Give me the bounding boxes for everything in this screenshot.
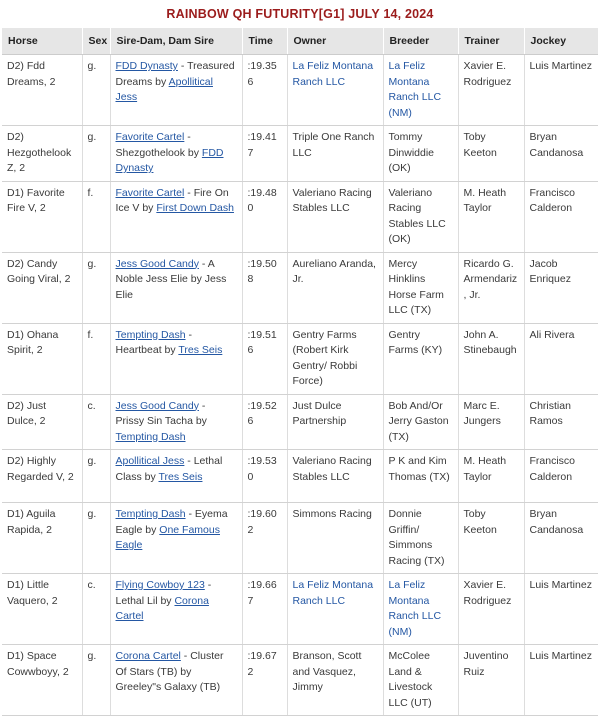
trainer-cell <box>458 645 524 716</box>
jockey-name: Luis Martinez <box>529 650 592 662</box>
time-value: :19.530 <box>247 455 277 483</box>
time-cell <box>242 394 287 450</box>
time-value: :19.672 <box>247 650 277 678</box>
time-cell <box>242 55 287 126</box>
jockey-cell <box>524 503 598 574</box>
jockey-name: Luis Martinez <box>529 579 592 591</box>
breeder-cell <box>383 503 458 574</box>
trainer-cell <box>458 503 524 574</box>
sex-cell <box>82 394 110 450</box>
trainer-name: M. Heath Taylor <box>463 186 507 214</box>
time-value: :19.480 <box>247 186 277 214</box>
trainer-name: Toby Keeton <box>463 131 497 159</box>
breeder-cell <box>383 394 458 450</box>
horse-name: D1) Favorite Fire V, 2 <box>7 186 65 214</box>
dam-text: - Eyema Eagle by <box>115 508 228 536</box>
sex-cell <box>82 574 110 645</box>
dam-text: - Treasured Dreams by <box>115 60 235 88</box>
breeder-link[interactable]: La Feliz Montana Ranch LLC (NM) <box>388 60 442 119</box>
sex-value: g. <box>87 60 97 72</box>
horse-name: D1) Little Vaquero, 2 <box>7 579 58 607</box>
page-title: RAINBOW QH FUTURITY[G1] JULY 14, 2024 <box>166 7 434 21</box>
horse-cell <box>2 323 82 394</box>
pedigree-cell <box>110 181 242 252</box>
time-cell <box>242 252 287 323</box>
sex-value: c. <box>87 399 96 412</box>
breeder-cell <box>383 574 458 645</box>
jockey-name: Ali Rivera <box>529 328 575 341</box>
owner-cell <box>287 503 383 574</box>
dam-text: - Heartbeat by <box>115 328 192 356</box>
breeder-cell <box>383 450 458 503</box>
breeder-name: Bob And/Or Jerry Gaston (TX) <box>388 399 449 443</box>
time-value: :19.508 <box>247 257 277 285</box>
sex-value: f. <box>87 186 94 199</box>
trainer-name: Ricardo G. Armendariz, Jr. <box>463 257 518 301</box>
time-value: :19.356 <box>247 60 277 88</box>
jockey-name: Francisco Calderon <box>529 455 576 483</box>
trainer-cell <box>458 126 524 182</box>
breeder-name: P K and Kim Thomas (TX) <box>388 455 450 483</box>
owner-cell <box>287 574 383 645</box>
sex-cell <box>82 55 110 126</box>
sire-link[interactable]: Apollitical Jess <box>115 455 185 467</box>
horse-name: D2) Hezgothelook Z, 2 <box>7 131 72 174</box>
sex-value: g. <box>87 455 97 467</box>
dam-text: - Prissy Sin Tacha by <box>115 399 207 427</box>
table-row <box>2 252 598 323</box>
jockey-name: Bryan Candanosa <box>529 131 584 159</box>
owner-name: Aureliano Aranda, Jr. <box>292 257 376 285</box>
horse-cell <box>2 394 82 450</box>
time-cell <box>242 450 287 503</box>
time-value: :19.602 <box>247 508 277 536</box>
trainer-name: M. Heath Taylor <box>463 455 507 483</box>
trainer-cell <box>458 252 524 323</box>
dam-sire-text: Greeley"s Galaxy (TB) <box>115 681 221 693</box>
breeder-cell <box>383 126 458 182</box>
sex-cell <box>82 252 110 323</box>
pedigree-cell <box>110 645 242 716</box>
sex-value: f. <box>87 328 94 341</box>
dam-text: - A Noble Jess Elie by <box>115 257 215 285</box>
sire-link[interactable]: Corona Cartel <box>115 650 181 662</box>
dam-sire-link[interactable]: Tres Seis <box>178 344 223 356</box>
jockey-name: Christian Ramos <box>529 399 571 427</box>
owner-name: Valeriano Racing Stables LLC <box>292 186 372 214</box>
jockey-name: Luis Martinez <box>529 60 592 72</box>
jockey-cell <box>524 450 598 503</box>
owner-name: Branson, Scott and Vasquez, Jimmy <box>292 650 362 693</box>
owner-link[interactable]: La Feliz Montana Ranch LLC <box>292 60 374 88</box>
sex-cell <box>82 181 110 252</box>
breeder-cell <box>383 323 458 394</box>
breeder-cell <box>383 55 458 126</box>
breeder-name: Gentry Farms (KY) <box>388 328 443 356</box>
sire-link[interactable]: Jess Good Candy <box>115 399 199 412</box>
table-row <box>2 503 598 574</box>
trainer-cell <box>458 181 524 252</box>
horse-cell <box>2 450 82 503</box>
sire-link[interactable]: Tempting Dash <box>115 508 186 520</box>
sex-cell <box>82 323 110 394</box>
owner-name: Just Dulce Partnership <box>292 399 347 427</box>
time-cell <box>242 574 287 645</box>
trainer-cell <box>458 55 524 126</box>
time-cell <box>242 503 287 574</box>
breeder-name: Tommy Dinwiddie (OK) <box>388 131 435 174</box>
pedigree-cell <box>110 55 242 126</box>
pedigree-cell <box>110 126 242 182</box>
pedigree-cell <box>110 503 242 574</box>
owner-cell <box>287 394 383 450</box>
table-row <box>2 55 598 126</box>
horse-cell <box>2 574 82 645</box>
table-row <box>2 323 598 394</box>
sex-value: g. <box>87 131 97 143</box>
table-row <box>2 645 598 716</box>
owner-name: Gentry Farms (Robert Kirk Gentry/ Robbi Force) <box>292 328 358 387</box>
sire-link[interactable]: FDD Dynasty <box>115 60 178 72</box>
header-time: Time <box>242 28 287 55</box>
breeder-name: Donnie Griffin/ Simmons Racing (TX) <box>388 508 445 567</box>
horse-cell <box>2 55 82 126</box>
breeder-cell <box>383 181 458 252</box>
jockey-cell <box>524 323 598 394</box>
breeder-cell <box>383 252 458 323</box>
time-value: :19.417 <box>247 131 277 159</box>
horse-name: D1) Ohana Spirit, 2 <box>7 328 59 356</box>
sex-value: g. <box>87 650 97 662</box>
dam-text: - Lethal Class by <box>115 455 223 483</box>
jockey-cell <box>524 574 598 645</box>
time-value: :19.667 <box>247 579 277 607</box>
horse-name: D2) Highly Regarded V, 2 <box>7 455 74 483</box>
owner-link[interactable]: La Feliz Montana Ranch LLC <box>292 579 374 607</box>
horse-cell <box>2 503 82 574</box>
dam-sire-link[interactable]: FDD Dynasty <box>115 146 224 174</box>
trainer-name: Toby Keeton <box>463 508 497 536</box>
table-row <box>2 394 598 450</box>
header-row <box>2 28 598 55</box>
owner-name: Valeriano Racing Stables LLC <box>292 455 372 483</box>
horse-name: D1) Space Cowwboyy, 2 <box>7 650 69 678</box>
time-cell <box>242 181 287 252</box>
jockey-cell <box>524 126 598 182</box>
owner-cell <box>287 645 383 716</box>
table-row <box>2 126 598 182</box>
breeder-link[interactable]: La Feliz Montana Ranch LLC (NM) <box>388 579 442 638</box>
owner-cell <box>287 323 383 394</box>
sex-cell <box>82 503 110 574</box>
jockey-cell <box>524 181 598 252</box>
pedigree-cell <box>110 450 242 503</box>
dam-sire-link[interactable]: Apollitical Jess <box>115 75 213 103</box>
breeder-cell <box>383 645 458 716</box>
jockey-name: Francisco Calderon <box>529 186 576 214</box>
owner-cell <box>287 126 383 182</box>
horse-name: D2) Just Dulce, 2 <box>7 399 47 427</box>
trainer-cell <box>458 323 524 394</box>
dam-text: - Cluster Of Stars (TB) by <box>115 650 224 678</box>
header-owner: Owner <box>287 28 383 55</box>
dam-sire-link[interactable]: First Down Dash <box>156 202 234 214</box>
sire-link[interactable]: Jess Good Candy <box>115 257 199 270</box>
table-row <box>2 450 598 503</box>
owner-cell <box>287 450 383 503</box>
jockey-cell <box>524 394 598 450</box>
horse-cell <box>2 252 82 323</box>
horse-cell <box>2 181 82 252</box>
sire-link[interactable]: Tempting Dash <box>115 328 186 341</box>
dam-sire-link[interactable]: Tres Seis <box>158 470 203 483</box>
header-trainer: Trainer <box>458 28 524 55</box>
owner-cell <box>287 252 383 323</box>
time-cell <box>242 126 287 182</box>
dam-sire-text: Jess Elie <box>115 273 227 301</box>
jockey-name: Bryan Candanosa <box>529 508 584 536</box>
dam-sire-link[interactable]: Tempting Dash <box>115 430 186 443</box>
trainer-name: Marc E. Jungers <box>463 399 501 427</box>
jockey-name: Jacob Enriquez <box>529 257 571 285</box>
trainer-cell <box>458 450 524 503</box>
table-row <box>2 181 598 252</box>
dam-sire-link[interactable]: Corona Cartel <box>115 594 209 622</box>
pedigree-cell <box>110 574 242 645</box>
horse-name: D2) Candy Going Viral, 2 <box>7 257 71 285</box>
time-cell <box>242 323 287 394</box>
jockey-cell <box>524 55 598 126</box>
trainer-cell <box>458 574 524 645</box>
sex-value: g. <box>87 508 97 520</box>
dam-text: - Fire On Ice V by <box>115 186 229 214</box>
sex-cell <box>82 450 110 503</box>
horse-name: D2) Fdd Dreams, 2 <box>7 60 56 88</box>
sex-cell <box>82 126 110 182</box>
pedigree-cell <box>110 394 242 450</box>
trainer-name: John A. Stinebaugh <box>463 328 517 356</box>
header-jockey: Jockey <box>524 28 598 55</box>
results-table <box>2 28 598 716</box>
owner-name: Simmons Racing <box>292 508 372 520</box>
horse-name: D1) Aguila Rapida, 2 <box>7 508 56 536</box>
header-sex: Sex <box>82 28 110 55</box>
trainer-name: Xavier E. Rodriguez <box>463 579 512 607</box>
trainer-name: Juventino Ruiz <box>463 650 509 678</box>
jockey-cell <box>524 645 598 716</box>
time-value: :19.526 <box>247 399 277 427</box>
horse-cell <box>2 645 82 716</box>
dam-sire-link[interactable]: One Famous Eagle <box>115 523 220 551</box>
header-horse: Horse <box>2 28 82 55</box>
horse-cell <box>2 126 82 182</box>
sire-link[interactable]: Favorite Cartel <box>115 131 185 143</box>
time-value: :19.516 <box>247 328 277 356</box>
owner-cell <box>287 181 383 252</box>
sex-value: g. <box>87 257 97 270</box>
trainer-name: Xavier E. Rodriguez <box>463 60 512 88</box>
pedigree-cell <box>110 252 242 323</box>
time-cell <box>242 645 287 716</box>
sex-cell <box>82 645 110 716</box>
breeder-name: McColee Land & Livestock LLC (UT) <box>388 650 433 709</box>
pedigree-cell <box>110 323 242 394</box>
sire-link[interactable]: Favorite Cartel <box>115 186 185 199</box>
breeder-name: Valeriano Racing Stables LLC (OK) <box>388 186 446 245</box>
header-sire-dam: Sire-Dam, Dam Sire <box>110 28 242 55</box>
sire-link[interactable]: Flying Cowboy 123 <box>115 579 205 591</box>
owner-cell <box>287 55 383 126</box>
table-row <box>2 574 598 645</box>
dam-text: - Shezgothelook by <box>115 131 202 159</box>
breeder-name: Mercy Hinklins Horse Farm LLC (TX) <box>388 257 444 316</box>
owner-name: Triple One Ranch LLC <box>292 131 375 159</box>
dam-text: - Lethal Lil by <box>115 579 212 607</box>
header-breeder: Breeder <box>383 28 458 55</box>
trainer-cell <box>458 394 524 450</box>
sex-value: c. <box>87 579 96 591</box>
jockey-cell <box>524 252 598 323</box>
